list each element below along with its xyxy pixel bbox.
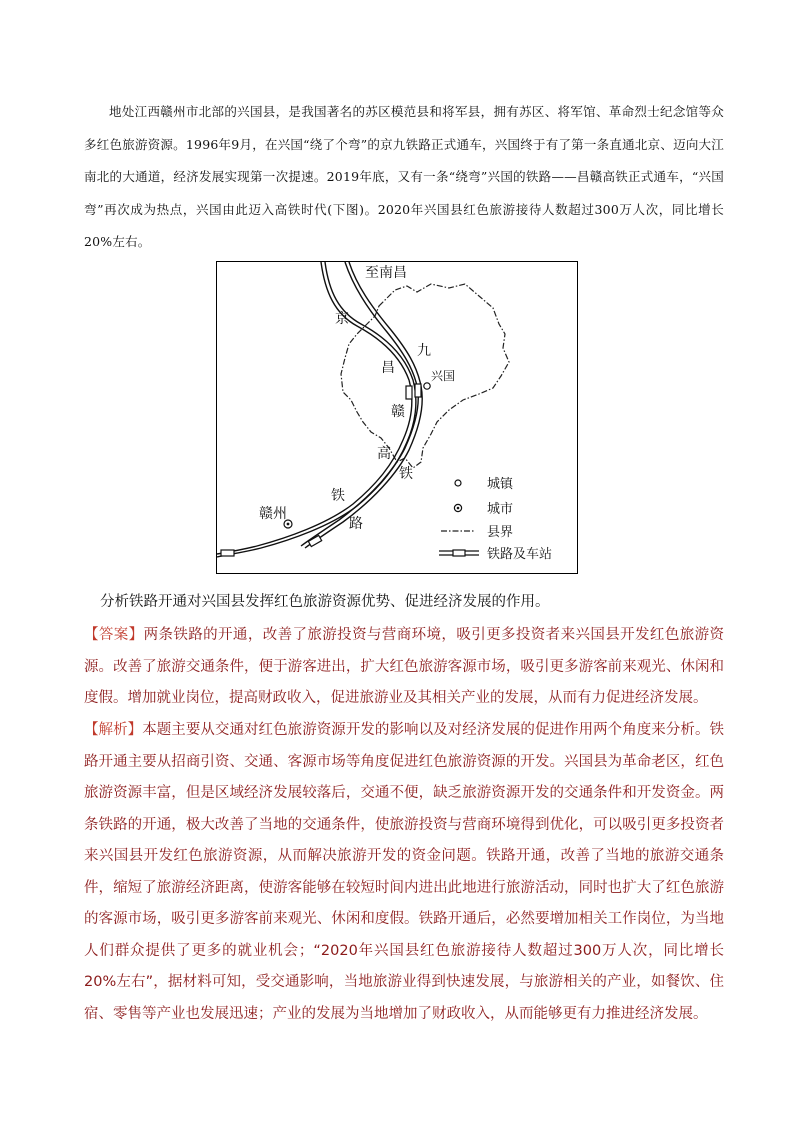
answer-text: 两条铁路的开通，改善了旅游投资与营商环境，吸引更多投资者来兴国县开发红色旅游资源。改善了旅游交通条件，便于游客进出，扩大红色旅游客源市场，吸引更多游客前来观光、休闲和度假。增加就业岗位，提高财政收入，促进旅游业及其相关产业的发展，从而有力促进经济发展。: [84, 627, 725, 706]
analysis-block: [84, 715, 724, 1030]
ganzhou-city-dot: [287, 523, 290, 526]
label-ganzhou: 赣州: [259, 506, 287, 522]
label-xingguo: 兴国: [431, 369, 456, 383]
question-text: 分析铁路开通对兴国县发挥红色旅游资源优势、促进经济发展的作用。: [100, 594, 550, 610]
label-chang: 昌: [381, 360, 395, 376]
label-gao: 高: [377, 446, 391, 462]
legend-city-dot: [457, 507, 460, 510]
intro-paragraph: [84, 96, 724, 259]
legend-railway-label: 铁路及车站: [487, 547, 553, 562]
label-jiu: 九: [417, 343, 431, 359]
station-west: [221, 550, 234, 556]
answer-block: [84, 620, 724, 715]
legend-town-icon: [455, 480, 461, 486]
intro-text: 地处江西赣州市北部的兴国县，是我国著名的苏区模范县和将军县，拥有苏区、将军馆、革命烈士纪念馆等众多红色旅游资源。1996年9月，在兴国“绕了个弯”的京九铁路正式通车，兴国终于有了第一条直通北京、迈向大江南北的大通道，经济发展实现第一次提速。2019年底，又有一条“绕弯”兴国的铁路——昌赣高铁正式通车，“兴国弯”再次成为热点，兴国由此迈入高铁时代(下图)。2020年兴国县红色旅游接待人数超过300万人次，同比增长20%左右。: [84, 104, 724, 249]
label-jing: 京: [335, 311, 349, 327]
xingguo-town-marker: [424, 383, 430, 389]
analysis-tag: 【解析】: [84, 722, 143, 738]
station-xingguo-1: [406, 386, 412, 399]
jingjiu-railway: [217, 262, 412, 554]
legend-town-label: 城镇: [487, 477, 514, 492]
station-xingguo-2: [415, 384, 421, 397]
analysis-text: 本题主要从交通对红色旅游资源开发的影响以及对经济发展的促进作用两个角度来分析。铁路开通主要从招商引资、交通、客源市场等角度促进红色旅游资源的开发。兴国县为革命老区，红色旅游资源丰富，但是区域经济发展较落后，交通不便，缺乏旅游资源开发的交通条件和开发资金。两条铁路的开通，极大改善了当地的交通条件，使旅游投资与营商环境得到优化，可以吸引更多投资者来兴国县开发红色旅游资源，从而解决旅游开发的资金问题。铁路开通，改善了当地的旅游交通条件，缩短了旅游经济距离，使游客能够在较短时间内进出此地进行旅游活动，同时也扩大了红色旅游的客源市场，吸引更多游客前来观光、休闲和度假。铁路开通后，必然要增加相关工作岗位，为当地人们群众提供了更多的就业机会；“2020年兴国县红色旅游接待人数超过300万人次，同比增长20%左右”，据材料可知，受交通影响，当地旅游业得到快速发展，与旅游相关的产业，如餐饮、住宿、零售等产业也发展迅速；产业的发展为当地增加了财政收入，从而能够更有力推进经济发展。: [84, 722, 724, 1022]
legend-station-icon: [453, 550, 465, 556]
label-tie-left: 铁: [331, 488, 345, 504]
railway-map: [216, 261, 578, 574]
map-svg: [217, 262, 576, 572]
label-to-nanchang: 至南昌: [365, 265, 407, 281]
label-gan: 赣: [391, 404, 405, 420]
county-border: [341, 284, 509, 468]
label-tie-right: 铁: [399, 466, 413, 482]
station-ganzhou: [308, 535, 321, 546]
legend-city-label: 城市: [487, 502, 514, 517]
label-lu: 路: [349, 516, 363, 532]
answer-tag: 【答案】: [84, 627, 144, 643]
legend-border-label: 县界: [487, 525, 514, 540]
jingjiu-railway-rail2: [217, 262, 416, 557]
